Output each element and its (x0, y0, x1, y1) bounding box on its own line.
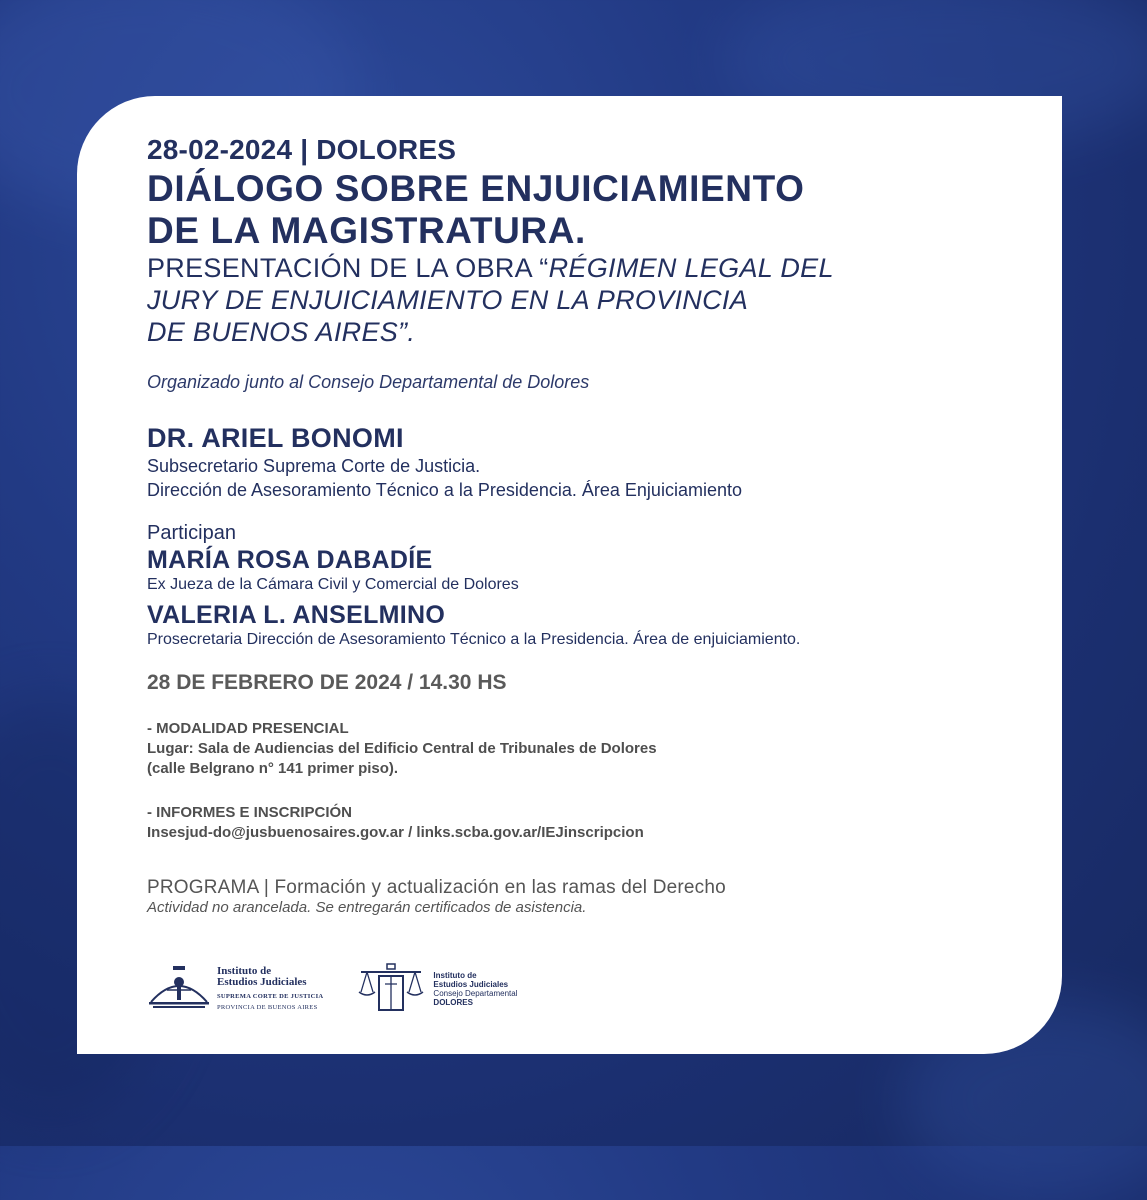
info-heading: - INFORMES E INSCRIPCIÓN (147, 804, 353, 821)
flyer-card (77, 96, 1062, 1054)
program-line: PROGRAMA | Formación y actualización en las ramas del Derecho (147, 877, 726, 898)
logo1-line3: SUPREMA CORTE DE JUSTICIA (217, 992, 324, 1000)
event-date-time: 28 DE FEBRERO DE 2024 / 14.30 HS (147, 671, 507, 694)
event-date-place: 28-02-2024 | DOLORES (147, 134, 457, 165)
logo2-line3: Consejo Departamental (433, 989, 518, 998)
logo1-line4: PROVINCIA DE BUENOS AIRES (217, 1003, 318, 1011)
participant-name: VALERIA L. ANSELMINO (147, 601, 446, 629)
logo2-line1: Instituto de (433, 971, 477, 980)
venue-line1: Lugar: Sala de Audiencias del Edificio Central de Tribunales de Dolores (147, 740, 657, 757)
logo1-line1: Instituto de (217, 964, 272, 977)
scales-emblem-icon (147, 964, 211, 1015)
logo2-line2: Estudios Judiciales (433, 980, 509, 989)
modality-heading: - MODALIDAD PRESENCIAL (147, 720, 349, 737)
iej-dolores-logo (357, 962, 517, 1017)
contact-separator: / (403, 824, 417, 841)
speaker-role-line2: Dirección de Asesoramiento Técnico a la Presidencia. Área Enjuiciamiento (147, 480, 742, 500)
contact-line (147, 823, 1062, 843)
event-subtitle-line1 (147, 252, 1062, 284)
speaker-role-line1: Subsecretario Suprema Corte de Justicia. (147, 456, 481, 476)
logos-row (147, 964, 517, 1014)
organizer-note: Organizado junto al Consejo Departamental de Dolores (147, 372, 590, 392)
participants-label: Participan (147, 522, 236, 544)
event-subtitle-line3: DE BUENOS AIRES”. (147, 317, 416, 347)
logo2-line4: DOLORES (433, 998, 473, 1007)
iej-scba-logo (147, 964, 323, 1015)
inscription-link[interactable]: links.scba.gov.ar/IEJinscripcion (416, 824, 644, 841)
participant-name: MARÍA ROSA DABADÍE (147, 546, 433, 574)
balance-scale-icon (357, 962, 425, 1017)
logo1-text (217, 966, 323, 1013)
participant-role: Ex Jueza de la Cámara Civil y Comercial de Dolores (147, 576, 519, 593)
subtitle-prefix: PRESENTACIÓN DE LA OBRA “ (147, 253, 549, 283)
participant-role: Prosecretaria Dirección de Asesoramiento Técnico a la Presidencia. Área de enjuiciamiento. (147, 631, 801, 648)
logo1-line2: Estudios Judiciales (217, 975, 307, 988)
logo2-text (433, 971, 517, 1007)
event-title-line1: DIÁLOGO SOBRE ENJUICIAMIENTO (147, 168, 805, 209)
speaker-name: DR. ARIEL BONOMI (147, 423, 404, 453)
venue-line2: (calle Belgrano n° 141 primer piso). (147, 760, 399, 777)
event-title-line2: DE LA MAGISTRATURA. (147, 210, 586, 251)
subtitle-italic: RÉGIMEN LEGAL DEL (548, 253, 834, 283)
email-link[interactable]: Insesjud-do@jusbuenosaires.gov.ar (147, 824, 404, 841)
certificate-note: Actividad no arancelada. Se entregarán certificados de asistencia. (147, 899, 587, 916)
event-subtitle-line2: JURY DE ENJUICIAMIENTO EN LA PROVINCIA (147, 285, 749, 315)
